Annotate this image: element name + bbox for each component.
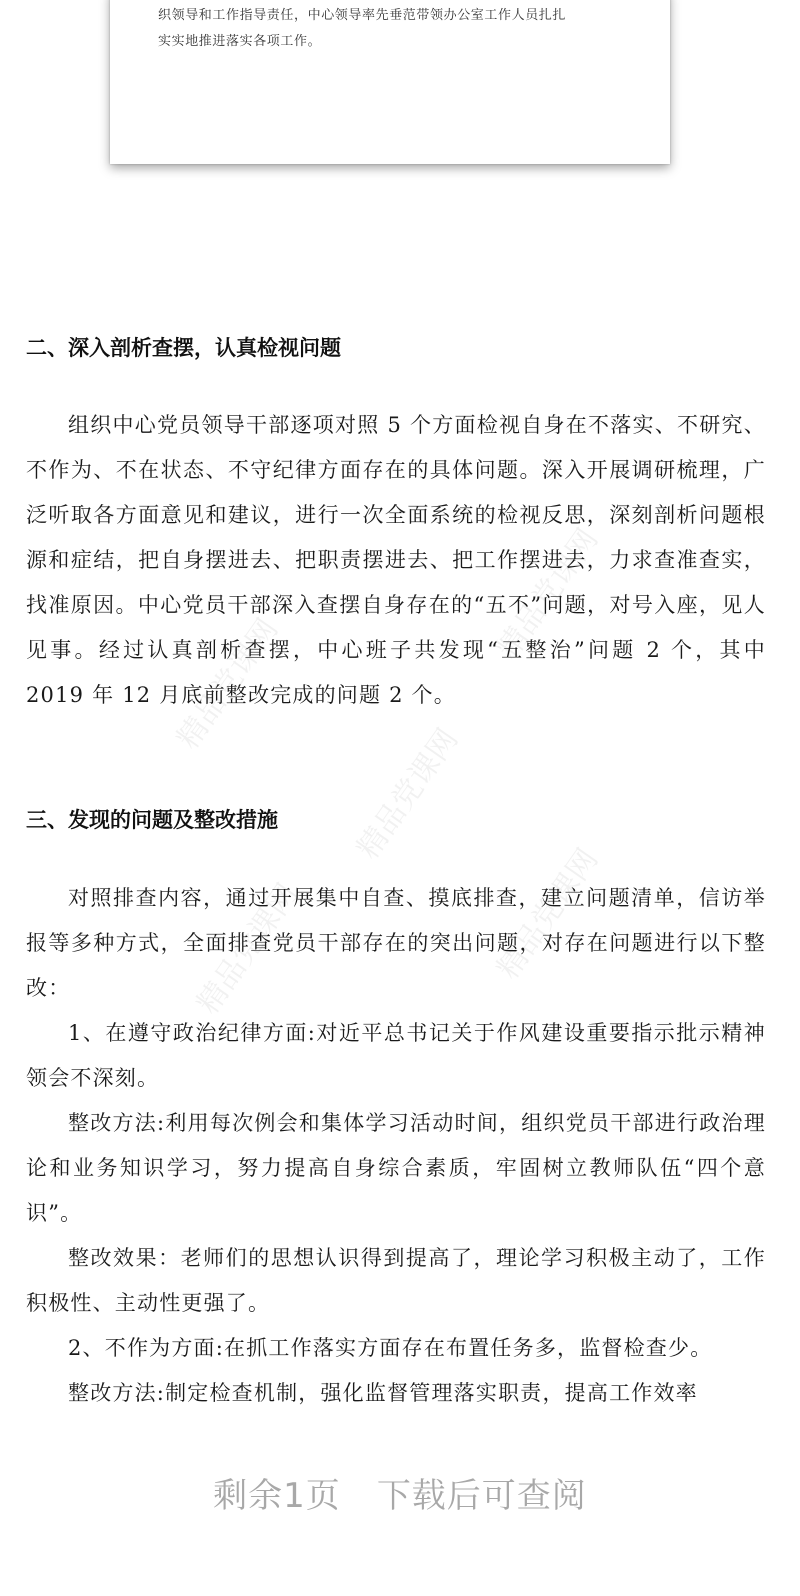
preview-line: 织领导和工作指导责任，中心领导率先垂范带领办公室工作人员扎扎 <box>158 8 567 23</box>
rectification-effect: 整改效果：老师们的思想认识得到提高了，理论学习积极主动了，工作积极性、主动性更强了。 <box>26 1246 766 1315</box>
rectification-method: 整改方法:制定检查机制，强化监督管理落实职责，提高工作效率 <box>68 1381 698 1405</box>
watermark: 精品党课网 <box>170 612 286 756</box>
previous-page-preview <box>110 0 670 164</box>
section-body <box>0 876 766 1416</box>
remaining-pages-label: 剩余1页 <box>213 1476 341 1516</box>
section-heading: 三、发现的问题及整改措施 <box>26 808 278 832</box>
section-paragraph: 组织中心党员领导干部逐项对照 5 个方面检视自身在不落实、不研究、不作为、不在状态、不守纪律方面存在的具体问题。深入开展调研梳理，广泛听取各方面意见和建议，进行一次全面系统的检视反思，深刻剖析问题根源和症结，把自身摆进去、把职责摆进去、把工作摆进去，力求查准查实，找准原因。中心党员干部深入查摆自身存在的“五不”问题，对号入座，见人见事。经过认真剖析查摆，中心班子共发现“五整治”问题 2 个，其中 2019 年 12 月底前整改完成的问题 2 个。 <box>26 413 766 707</box>
download-prompt[interactable] <box>0 1468 800 1517</box>
watermark: 精品党课网 <box>190 877 306 1021</box>
problem-item: 1、在遵守政治纪律方面:对近平总书记关于作风建设重要指示批示精神领会不深刻。 <box>26 1021 766 1090</box>
preview-line: 实实地推进落实各项工作。 <box>158 34 322 49</box>
download-to-view-label[interactable]: 下载后可查阅 <box>376 1476 587 1516</box>
watermark: 精品党课网 <box>490 842 606 986</box>
section-paragraph: 对照排查内容，通过开展集中自查、摸底排查，建立问题清单，信访举报等多种方式，全面排查党员干部存在的突出问题，对存在问题进行以下整改： <box>26 886 766 1000</box>
watermark: 精品党课网 <box>490 522 606 666</box>
rectification-method: 整改方法:利用每次例会和集体学习活动时间，组织党员干部进行政治理论和业务知识学习，努力提高自身综合素质，牢固树立教师队伍“四个意识”。 <box>26 1111 766 1225</box>
problem-item: 2、不作为方面:在抓工作落实方面存在布置任务多，监督检查少。 <box>68 1336 713 1360</box>
section-heading: 二、深入剖析查摆，认真检视问题 <box>26 336 341 360</box>
watermark: 精品党课网 <box>350 722 466 866</box>
